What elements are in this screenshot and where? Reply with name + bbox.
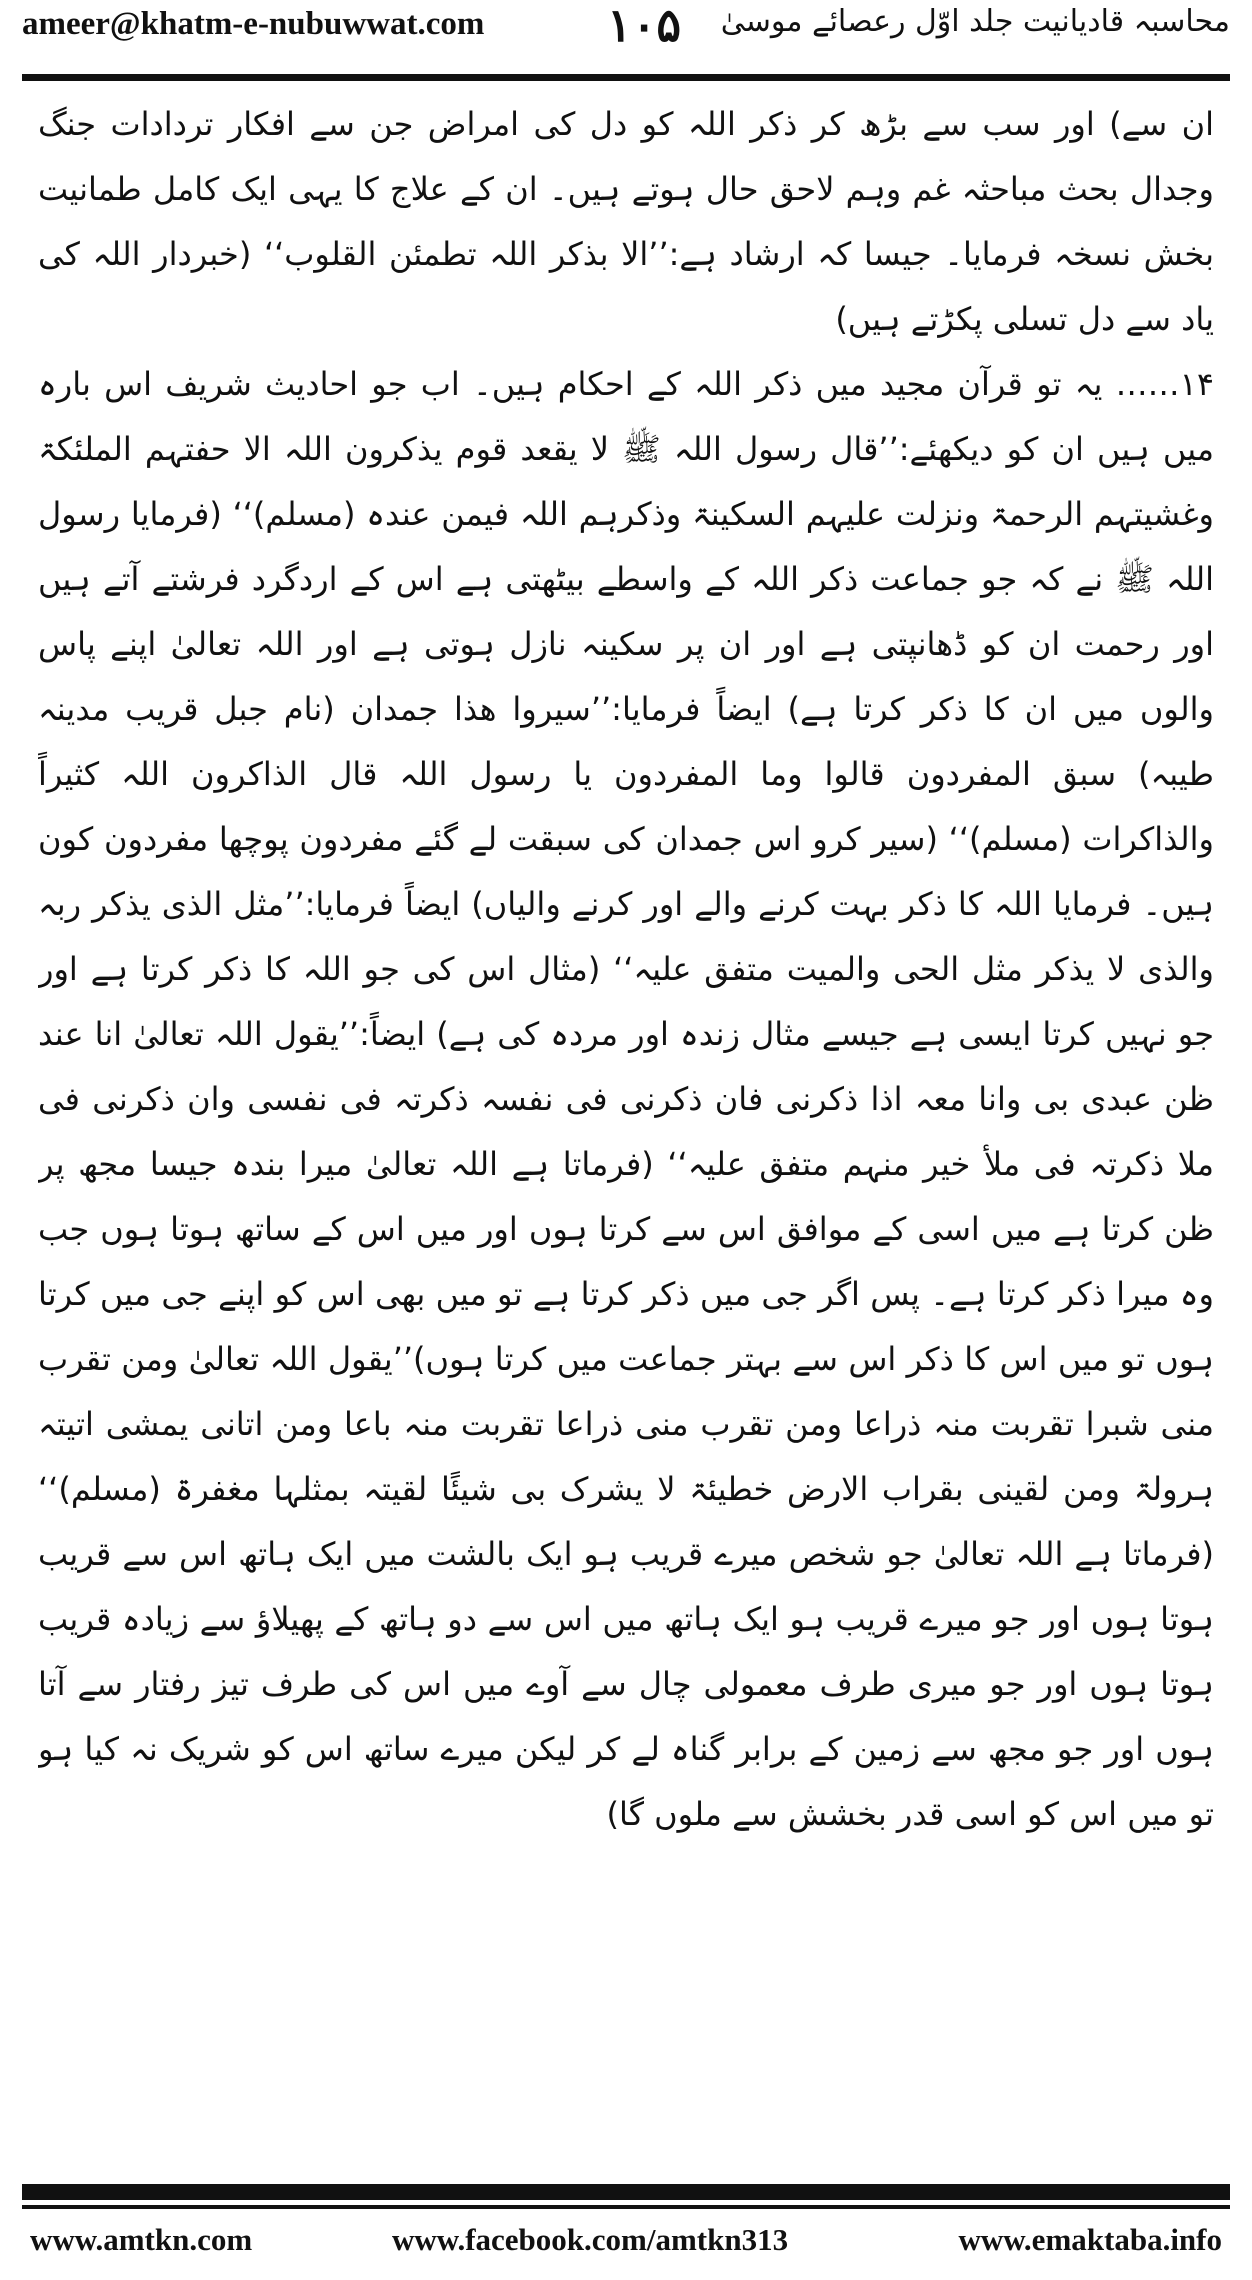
footer-link-facebook[interactable]: www.facebook.com/amtkn313 <box>392 2222 789 2257</box>
book-title: محاسبہ قادیانیت جلد اوّل رعصائے موسیٰ <box>720 4 1230 39</box>
footer-divider-thin <box>22 2205 1230 2209</box>
header-email: ameer@khatm-e-nubuwwat.com <box>22 6 485 42</box>
page-body <box>38 92 1214 2172</box>
header-divider <box>22 74 1230 81</box>
page-header <box>22 0 1230 76</box>
paragraph: ۱۴…… یہ تو قرآن مجید میں ذکر اللہ کے احکام ہیں۔ اب جو احادیث شریف اس بارہ میں ہیں ان کو دیکھئے:’’قال رسول اللہ ﷺ لا یقعد قوم یذکرون اللہ الا حفتہم الملئکۃ وغشیتہم الرحمۃ ونزلت علیہم السکینۃ وذکرہم اللہ فیمن عندہ (مسلم)‘‘ (فرمایا رسول اللہ ﷺ نے کہ جو جماعت ذکر اللہ کے واسطے بیٹھتی ہے اس کے اردگرد فرشتے آتے ہیں اور رحمت ان کو ڈھانپتی ہے اور ان پر سکینہ نازل ہوتی ہے اور اللہ تعالیٰ اپنے پاس والوں میں ان کا ذکر کرتا ہے) ایضاً فرمایا:’’سیروا ھذا جمدان (نام جبل قریب مدینہ طیبہ) سبق المفردون قالوا وما المفردون یا رسول اللہ قال الذاکرون اللہ کثیراً والذاکرات (مسلم)‘‘ (سیر کرو اس جمدان کی سبقت لے گئے مفردون پوچھا مفردون کون ہیں۔ فرمایا اللہ کا ذکر بہت کرنے والے اور کرنے والیاں) ایضاً فرمایا:’’مثل الذی یذکر ربہ والذی لا یذکر مثل الحی والمیت متفق علیہ‘‘ (مثال اس کی جو اللہ کا ذکر کرتا ہے اور جو نہیں کرتا ایسی ہے جیسے مثال زندہ اور مردہ کی ہے) ایضاً:’’یقول اللہ تعالیٰ انا عند ظن عبدی بی وانا معہ اذا ذکرنی فان ذکرنی فی نفسہ ذکرتہ فی نفسی وان ذکرنی فی ملا ذکرتہ فی ملأ خیر منہم متفق علیہ‘‘ (فرماتا ہے اللہ تعالیٰ میرا بندہ جیسا مجھ پر ظن کرتا ہے میں اسی کے موافق اس سے کرتا ہوں اور میں اس کے ساتھ ہوتا ہوں جب وہ میرا ذکر کرتا ہے۔ پس اگر جی میں ذکر کرتا ہے تو میں بھی اس کو اپنے جی میں کرتا ہوں تو میں اس کا ذکر اس سے بہتر جماعت میں کرتا ہوں)’’یقول اللہ تعالیٰ ومن تقرب منی شبرا تقربت منہ ذراعا ومن تقرب منی ذراعا تقربت منہ باعا ومن اتانی یمشی اتیتہ ہرولۃ ومن لقینی بقراب الارض خطیئۃ لا یشرک بی شیئًا لقیتہ بمثلہا مغفرۃ (مسلم)‘‘ (فرماتا ہے اللہ تعالیٰ جو شخص میرے قریب ہو ایک بالشت میں ایک ہاتھ اس سے قریب ہوتا ہوں اور جو میرے قریب ہو ایک ہاتھ میں اس سے دو ہاتھ کے پھیلاؤ سے زیادہ قریب ہوتا ہوں اور جو میری طرف معمولی چال سے آوے میں اس کی طرف تیز رفتار سے آتا ہوں اور جو مجھ سے زمین کے برابر گناہ لے کر لیکن میرے ساتھ اس کو شریک نہ کیا ہو تو میں اس کو اسی قدر بخشش سے ملوں گا) <box>38 365 1214 1833</box>
paragraph: ان سے) اور سب سے بڑھ کر ذکر اللہ کو دل کی امراض جن سے افکار تردادات جنگ وجدال بحث مباحثہ غم وہم لاحق حال ہوتے ہیں۔ ان کے علاج کا یہی ایک کامل طمانیت بخش نسخہ فرمایا۔ جیسا کہ ارشاد ہے:’’الا بذکر اللہ تطمئن القلوب‘‘ (خبردار اللہ کی یاد سے دل تسلی پکڑتے ہیں) <box>38 105 1214 338</box>
page-footer <box>22 2218 1230 2268</box>
footer-link-emaktaba[interactable]: www.emaktaba.info <box>958 2222 1222 2257</box>
footer-link-amtkn[interactable]: www.amtkn.com <box>30 2222 253 2257</box>
footer-divider <box>22 2184 1230 2200</box>
page-number: ۱۰۵ <box>607 0 682 52</box>
